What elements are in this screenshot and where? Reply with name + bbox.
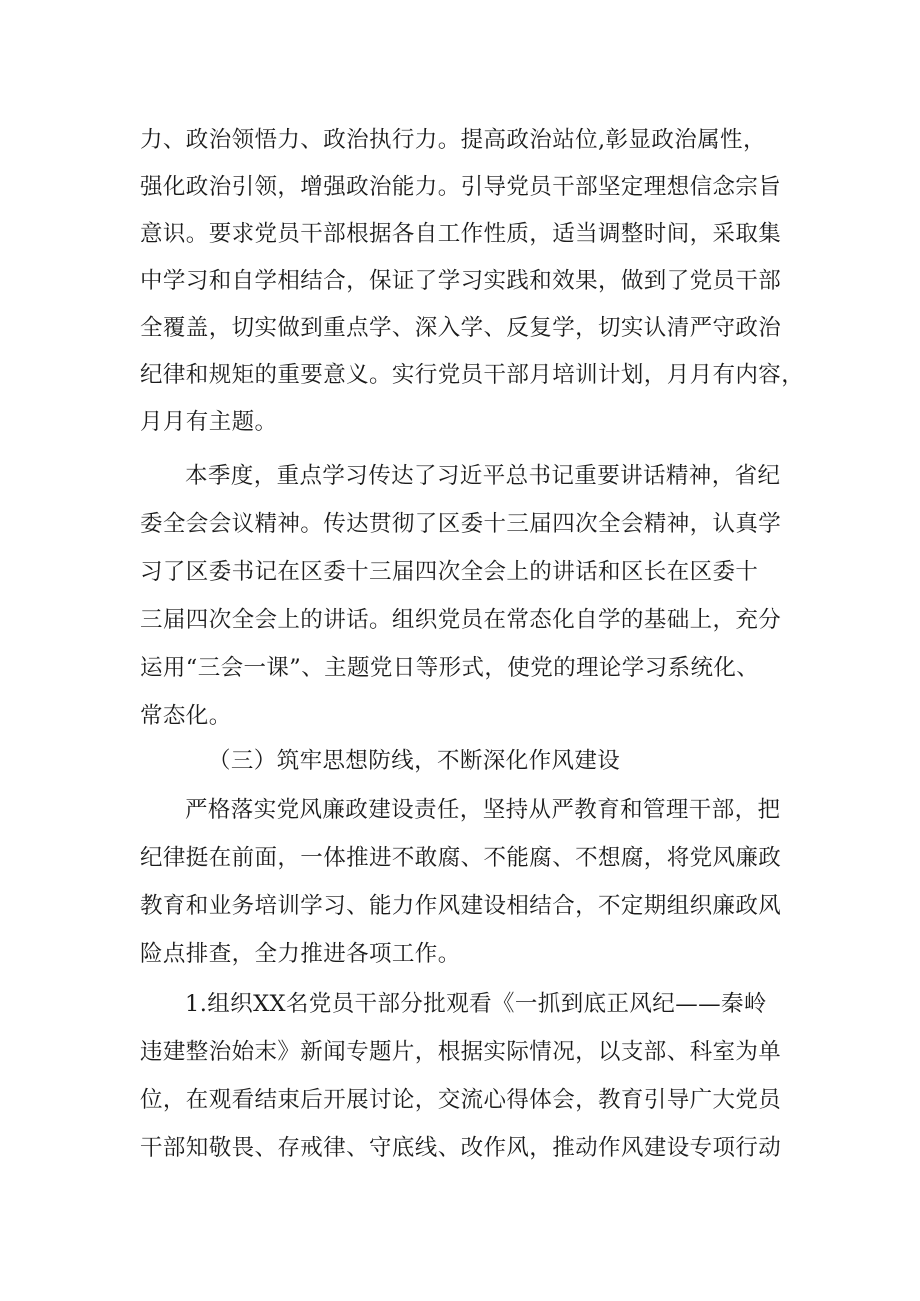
paragraph-line: 1.组织XX名党员干部分批观看《一抓到底正风纪——秦岭 — [185, 991, 767, 1017]
paragraph-line: 三届四次全会上的讲话。组织党员在常态化自学的基础上，充分 — [140, 607, 782, 633]
paragraph-line: 本季度，重点学习传达了习近平总书记重要讲话精神，省纪 — [185, 463, 781, 489]
paragraph-line: 险点排查，全力推进各项工作。 — [140, 941, 461, 967]
paragraph-line: 月月有主题。 — [140, 409, 278, 435]
paragraph-line: 力、政治领悟力、政治执行力。提高政治站位,彰显政治属性， — [140, 127, 766, 153]
paragraph-line: 严格落实党风廉政建设责任，坚持从严教育和管理干部，把 — [185, 797, 781, 823]
paragraph-line: 全覆盖，切实做到重点学、深入学、反复学，切实认清严守政治 — [140, 315, 782, 341]
paragraph-line: 常态化。 — [140, 703, 232, 729]
paragraph-line: 违建整治始末》新闻专题片，根据实际情况，以支部、科室为单 — [140, 1039, 782, 1065]
paragraph-line: 习了区委书记在区委十三届四次全会上的讲话和区长在区委十 — [140, 559, 759, 585]
section-heading: （三）筑牢思想防线，不断深化作风建设 — [208, 748, 621, 774]
paragraph-line: 纪律和规矩的重要意义。实行党员干部月培训计划，月月有内容， — [140, 362, 805, 388]
paragraph-line: 运用“三会一课”、主题党日等形式，使党的理论学习系统化、 — [140, 655, 760, 681]
paragraph-line: 位，在观看结束后开展讨论，交流心得体会，教育引导广大党员 — [140, 1087, 782, 1113]
paragraph-line: 意识。要求党员干部根据各自工作性质，适当调整时间，采取集 — [140, 221, 782, 247]
paragraph-line: 干部知敬畏、存戒律、守底线、改作风，推动作风建设专项行动 — [140, 1135, 782, 1161]
paragraph-line: 委全会会议精神。传达贯彻了区委十三届四次全会精神，认真学 — [140, 511, 782, 537]
paragraph-line: 纪律挺在前面，一体推进不敢腐、不能腐、不想腐，将党风廉政 — [140, 845, 782, 871]
paragraph-line: 强化政治引领，增强政治能力。引导党员干部坚定理想信念宗旨 — [140, 174, 782, 200]
paragraph-line: 中学习和自学相结合，保证了学习实践和效果，做到了党员干部 — [140, 268, 782, 294]
paragraph-line: 教育和业务培训学习、能力作风建设相结合，不定期组织廉政风 — [140, 893, 782, 919]
